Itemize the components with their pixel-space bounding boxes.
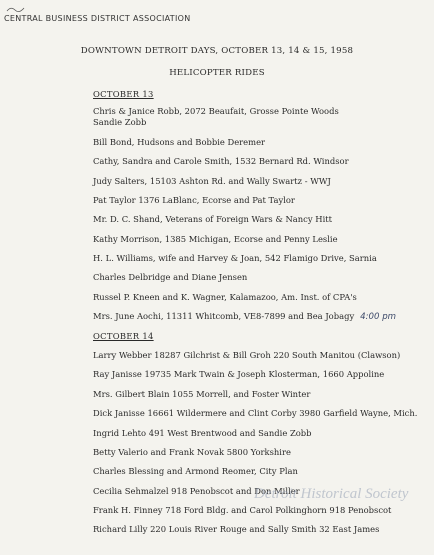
list-item: Mr. D. C. Shand, Veterans of Foreign Wars & Nancy Hitt xyxy=(93,214,332,224)
list-item: Betty Valerio and Frank Novak 5800 Yorkshire xyxy=(93,447,291,457)
list-item: Larry Webber 18287 Gilchrist & Bill Groh 220 South Manitou (Clawson) xyxy=(93,350,401,360)
watermark: Detroit Historical Society xyxy=(254,486,409,502)
list-item: Kathy Morrison, 1385 Michigan, Ecorse and Penny Leslie xyxy=(93,234,338,244)
list-item: Frank H. Finney 718 Ford Bldg. and Carol Polkinghorn 918 Penobscot xyxy=(93,505,392,515)
list-item: H. L. Williams, wife and Harvey & Joan, 542 Flamigo Drive, Sarnia xyxy=(93,253,377,263)
list-item xyxy=(93,311,426,323)
list-item: Russel P. Kneen and K. Wagner, Kalamazoo, Am. Inst. of CPA's xyxy=(93,292,357,302)
list-item: Ingrid Lehto 491 West Brentwood and Sandie Zobb xyxy=(93,428,312,438)
list-item: Sandie Zobb xyxy=(93,117,147,127)
list-item: Mrs. Gilbert Blain 1055 Morrell, and Foster Winter xyxy=(93,389,311,399)
document-subtitle: HELICOPTER RIDES xyxy=(169,68,265,78)
document-title: DOWNTOWN DETROIT DAYS, OCTOBER 13, 14 & 15, 1958 xyxy=(80,46,354,56)
list-item: Dick Janisse 16661 Wildermere and Clint Corby 3980 Garfield Wayne, Mich. xyxy=(93,408,418,418)
list-item: Cecilia Sehmalzel 918 Penobscot and Don Miller xyxy=(93,486,300,496)
list-item: Richard Lilly 220 Louis River Rouge and Sally Smith 32 East James xyxy=(93,524,380,534)
section-heading-oct13: OCTOBER 13 xyxy=(93,89,154,99)
list-item: Charles Delbridge and Diane Jensen xyxy=(93,272,248,282)
handwritten-note: 4:00 pm xyxy=(360,312,397,322)
list-item: Pat Taylor 1376 LaBlanc, Ecorse and Pat Taylor xyxy=(93,195,295,205)
list-item: Ray Janisse 19735 Mark Twain & Joseph Klosterman, 1660 Appoline xyxy=(93,369,385,379)
letterhead: CENTRAL BUSINESS DISTRICT ASSOCIATION xyxy=(4,14,191,23)
list-item: Judy Salters, 15103 Ashton Rd. and Wally Swartz - WWJ xyxy=(93,176,331,186)
list-item: Chris & Janice Robb, 2072 Beaufait, Grosse Pointe Woods xyxy=(93,106,339,116)
list-item-text: Mrs. June Aochi, 11311 Whitcomb, VE8-7899 and Bea Jobagy xyxy=(93,311,355,321)
section-heading-oct14: OCTOBER 14 xyxy=(93,331,154,341)
handwritten-mark xyxy=(6,4,26,14)
list-item: Charles Blessing and Armond Reomer, City Plan xyxy=(93,466,298,476)
list-item: Cathy, Sandra and Carole Smith, 1532 Bernard Rd. Windsor xyxy=(93,156,349,166)
list-item: Bill Bond, Hudsons and Bobbie Deremer xyxy=(93,137,266,147)
